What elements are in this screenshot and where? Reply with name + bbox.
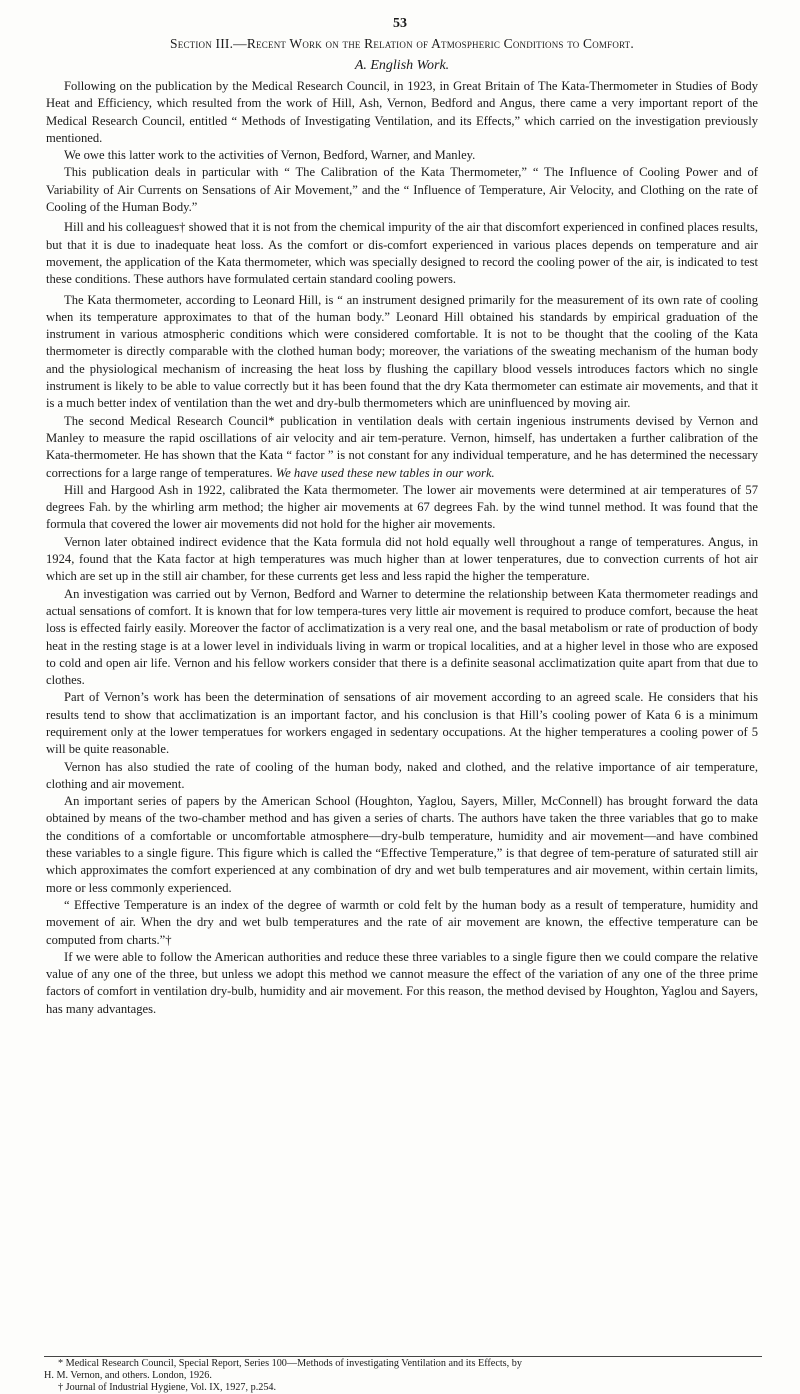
sub-heading: A. English Work. — [354, 58, 450, 73]
footnotes — [44, 1358, 762, 1394]
paragraph-1: Following on the publication by the Medical Research Council, in 1923, in Great Britain of The Kata-Thermometer in Studies of Body Heat and Efficiency, which resulted from the work of Hill, Ash, Vernon, Bedford and Angus, there came a very important report of the Medical Research Council, entitled “ Methods of Investigating Ventilation, and its Effects,” which carried on the investigation previously mentioned. — [46, 79, 758, 145]
footnote-1-continued: H. M. Vernon, and others. London, 1926. — [44, 1370, 212, 1381]
paragraph-6-emphasis: We have used these new tables in our work. — [275, 465, 495, 480]
footnote-1: * Medical Research Council, Special Report, Series 100—Methods of investigating Ventilation and its Effects, by — [58, 1358, 522, 1369]
paragraph-4: Hill and his colleagues† showed that it is not from the chemical impurity of the air that discomfort experienced in confined places results, but that it is due to inadequate heat loss. As the comfort or dis-comfort experienced in various places depends on temperature and air movement, the application of the Kata thermometer, which was specially designed to record the cooling power of the air, is indicated to test these conditions. These authors have formulated certain standard cooling powers. — [46, 220, 758, 287]
paragraph-10: Part of Vernon’s work has been the determination of sensations of air movement according to an agreed scale. He considers that his results tend to show that acclimatization is an important factor, and his conclusion is that Hill’s cooling power of Kata 6 is a minimum requirement only at the lower temperatues for workers engaged in sedentary occupations. At the higher temperatures a cooling power of 5 will be quite reasonable. — [46, 690, 758, 757]
page-number: 53 — [393, 16, 407, 31]
quote-paragraph: “ Effective Temperature is an index of the degree of warmth or cold felt by the human body as a result of temperature, humidity and movement of air. When the dry and wet bulb temperatures and the rate of air movement are known, the effective temperature can be computed from charts.”† — [46, 897, 758, 947]
paragraph-2: We owe this latter work to the activities of Vernon, Bedford, Warner, and Manley. — [64, 148, 476, 163]
paragraph-7: Hill and Hargood Ash in 1922, calibrated the Kata thermometer. The lower air movements were determined at air temperatures of 57 degrees Fah. by the whirling arm method; the higher air movements at 67 degrees Fah. by the wind tunnel method. It was found that the formula that covered the lower air movements did not hold for the higher air movements. — [46, 482, 758, 532]
body-text — [46, 78, 758, 1018]
paragraph-9: An investigation was carried out by Vernon, Bedford and Warner to determine the relationship between Kata thermometer readings and actual sensations of comfort. It is known that for low tempera-tures very little air movement is required to produce comfort, because the heat loss is effected fairly easily. Moreover the factor of acclimatization is a very real one, and the basal metabolism or rate of production of body heat in the resting stage is at a lower level in individuals living in warm or tropical localities, and at a higher level in those who are exposed to cold and open air life. Vernon and his fellow workers consider that there is a definite seasonal acclimatization quite apart from that due to clothes. — [46, 586, 758, 688]
paragraph-12: An important series of papers by the American School (Houghton, Yaglou, Sayers, Miller, McConnell) has brought forward the data obtained by means of the two-chamber method and has given a series of charts. The authors have taken the three variables that go to make the conditions of a comfortable or uncomfortable atmosphere—dry-bulb temperature, humidity and air movement—and have combined these variables to a single figure. This figure which is called the “Effective Temperature,” is that degree of tem-perature of saturated still air which approximates the comfort experienced at any combination of dry and wet bulb temperatures and air movement, within certain limits, more or less commonly experienced. — [46, 794, 758, 895]
section-heading: Section III.—Recent Work on the Relation of Atmospheric Conditions to Comfort. — [170, 36, 634, 51]
paragraph-8: Vernon later obtained indirect evidence that the Kata formula did not hold equally well throughout a range of temperatures. Angus, in 1924, found that the Kata factor at high temperatures was much higher than at lower tenperatures, due to convection currents of hot air which are set up in the still air chamber, for these currents get less and less rapid the higher the temperature. — [46, 534, 758, 584]
paragraph-6-text: The second Medical Research Council* publication in ventilation deals with certain ingenious instruments devised by Vernon and Manley to measure the rapid oscillations of air velocity and air tem-perature. Vernon, himself, has undertaken a further calibration of the Kata-thermometer. He has shown that the Kata “ factor ” is not constant for any individual temperature, and he has determined the necessary corrections for a large range of temperatures. — [46, 413, 758, 480]
footnote-2: † Journal of Industrial Hygiene, Vol. IX, 1927, p.254. — [58, 1382, 277, 1393]
footnote-divider — [44, 1356, 762, 1357]
paragraph-11: Vernon has also studied the rate of cooling of the human body, naked and clothed, and the relative importance of air temperature, clothing and air movement. — [46, 759, 758, 791]
paragraph-6 — [46, 413, 758, 482]
paragraph-14: If we were able to follow the American authorities and reduce these three variables to a single figure then we could compare the relative value of any one of the three, but unless we adopt this method we cannot measure the effect of the variation of any one of the three prime factors of comfort in ventilation dry-bulb, humidity and air movement. For this reason, the method devised by Houghton, Yaglou and Sayers, has many advantages. — [46, 949, 758, 1016]
paragraph-5: The Kata thermometer, according to Leonard Hill, is “ an instrument designed primarily for the measurement of its own rate of cooling when its temperature approximates to that of the human body.” Leonard Hill obtained his standards by empirical graduation of the instrument in various atmospheric conditions which were considered comfortable. It is not to be thought that the cooling of the Kata thermometer is directly comparable with the clothed human body; moreover, the variations of the sweating mechanism of the human body and the physiological mechanism of increasing the heat loss by flushing the capillary blood vessels introduces factors which no single instrument is likely to be able to value correctly but it has been found that the dry Kata thermometer can estimate air movements, and that it is a much better index of ventilation than the wet and dry-bulb thermometers which are uninfluenced by moving air. — [46, 292, 758, 411]
paragraph-3: This publication deals in particular with “ The Calibration of the Kata Thermometer,” “ The Influence of Cooling Power and of Variability of Air Currents on Sensations of Air Movement,” and the “ Influence of Temperature, Air Velocity, and Clothing on the rate of Cooling of the Human Body.” — [46, 165, 758, 215]
